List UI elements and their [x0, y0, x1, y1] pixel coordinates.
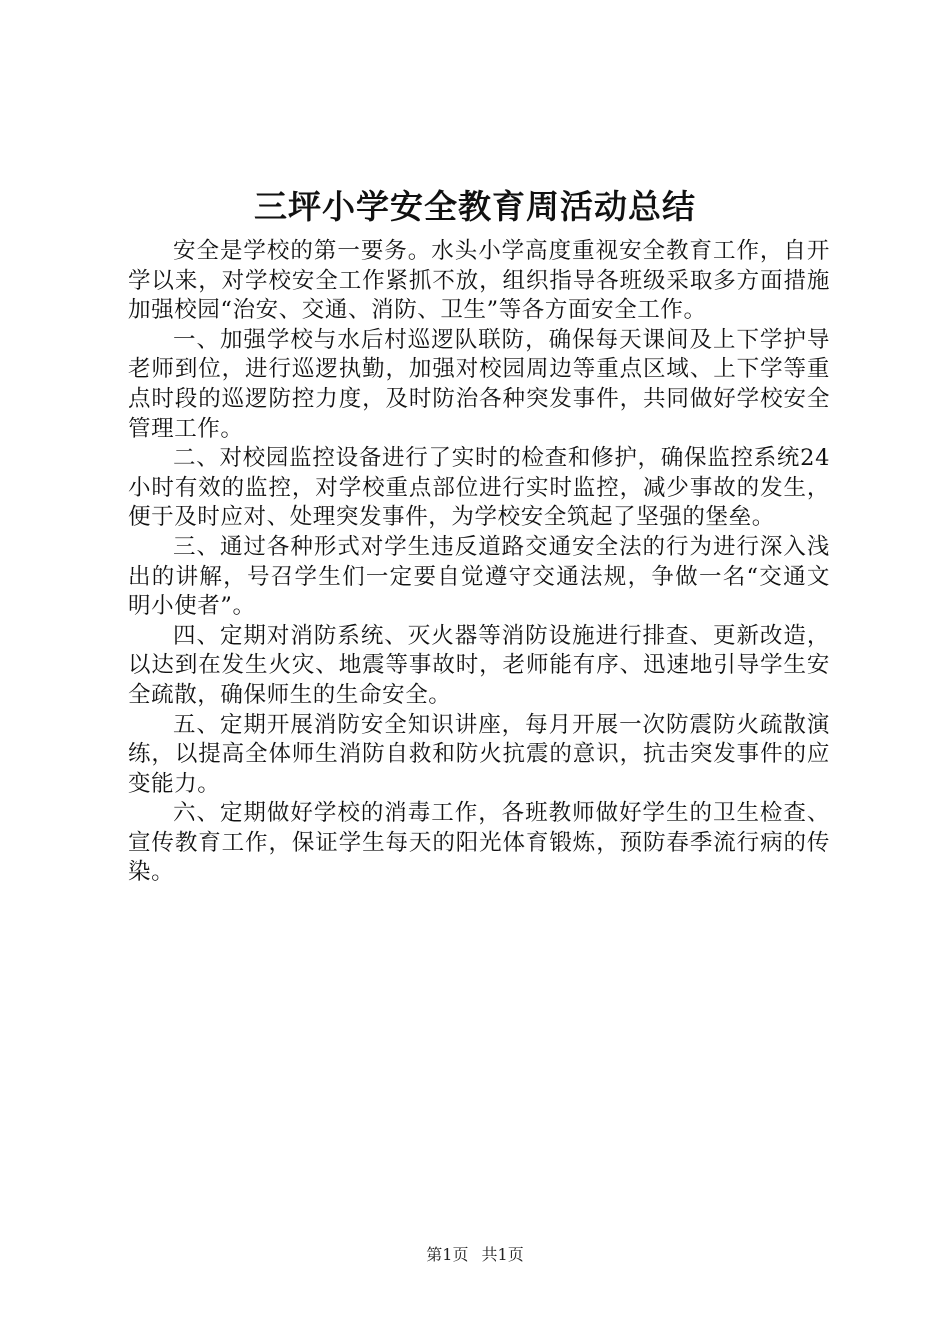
- paragraph-item-5: 五、定期开展消防安全知识讲座，每月开展一次防震防火疏散演练，以提高全体师生消防自救和防火抗震的意识，抗击突发事件的应变能力。: [128, 711, 830, 797]
- paragraph-item-6: 六、定期做好学校的消毒工作，各班教师做好学生的卫生检查、宣传教育工作，保证学生每天的阳光体育锻炼，预防春季流行病的传染。: [128, 800, 830, 886]
- document-title: 三坪小学安全教育周活动总结: [254, 187, 696, 226]
- paragraph-intro: 安全是学校的第一要务。水头小学高度重视安全教育工作，自开学以来，对学校安全工作紧抓不放，组织指导各班级采取多方面措施加强校园“治安、交通、消防、卫生”等各方面安全工作。: [128, 238, 830, 324]
- page-footer: [0, 1245, 950, 1265]
- document-body: [128, 237, 830, 888]
- paragraph-item-4: 四、定期对消防系统、灭火器等消防设施进行排查、更新改造，以达到在发生火灾、地震等事故时，老师能有序、迅速地引导学生安全疏散，确保师生的生命安全。: [128, 622, 830, 708]
- page-total: 共1页: [481, 1245, 524, 1264]
- paragraph-item-2: 二、对校园监控设备进行了实时的检查和修护，确保监控系统24小时有效的监控，对学校重点部位进行实时监控，减少事故的发生，便于及时应对、处理突发事件，为学校安全筑起了坚强的堡垒。: [128, 445, 830, 531]
- page-number: 第1页: [426, 1245, 469, 1264]
- paragraph-item-1: 一、加强学校与水后村巡逻队联防，确保每天课间及上下学护导老师到位，进行巡逻执勤，加强对校园周边等重点区域、上下学等重点时段的巡逻防控力度，及时防治各种突发事件，共同做好学校安全管理工作。: [128, 326, 830, 442]
- paragraph-item-3: 三、通过各种形式对学生违反道路交通安全法的行为进行深入浅出的讲解，号召学生们一定要自觉遵守交通法规，争做一名“交通文明小使者”。: [128, 533, 830, 620]
